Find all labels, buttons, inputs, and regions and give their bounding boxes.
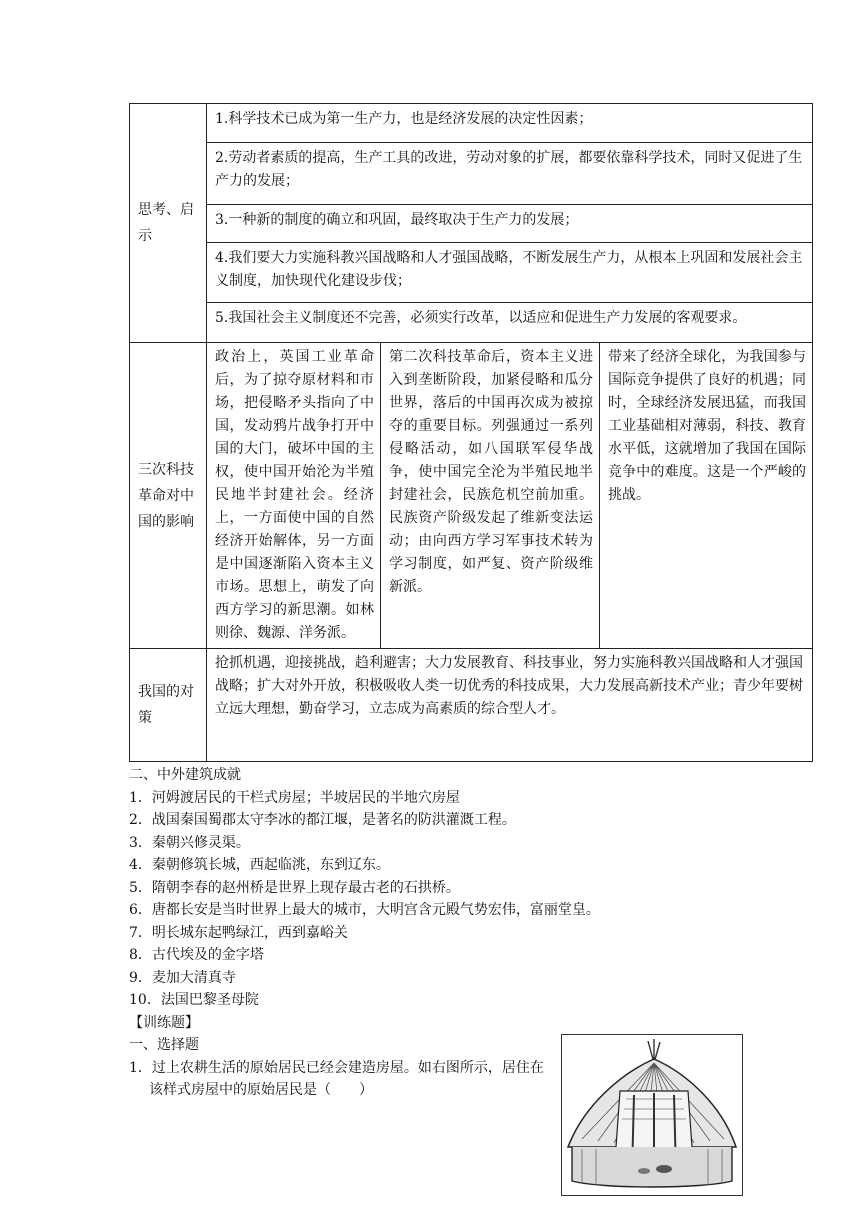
- think-content: [207, 104, 813, 343]
- countermeasure-label: 我国的对策: [130, 649, 207, 762]
- summary-table: [129, 103, 813, 762]
- think-item-5: 5.我国社会主义制度还不完善，必须实行改革，以适应和促进生产力发展的客观要求。: [215, 310, 747, 326]
- architecture-item-4: 4．秦朝修筑长城，西起临洮，东到辽东。: [129, 857, 390, 873]
- thatched-hut-illustration: [561, 1034, 743, 1196]
- architecture-item-5: 5．隋朝李春的赵州桥是世界上现存最古老的石拱桥。: [129, 879, 460, 896]
- architecture-item-6: 6．唐都长安是当时世界上最大的城市，大明宫含元殿气势宏伟，富丽堂皇。: [129, 902, 600, 918]
- impact-third-revolution: 带来了经济全球化，为我国参与国际竞争提供了良好的机遇；同时，全球经济发展迅猛，而我国工业基础相对薄弱，科技、教育水平低，这就增加了我国在国际竞争中的难度。这是一个严峻的挑战。: [600, 343, 813, 649]
- countermeasure-row: [130, 649, 813, 762]
- architecture-item-2: 2．战国秦国蜀郡太守李冰的都江堰，是著名的防洪灌溉工程。: [129, 812, 516, 828]
- think-item-4: 4.我们要大力实施科教兴国战略和人才强国战略，不断发展生产力，从根本上巩固和发展社会主义制度，加快现代化建设步伐；: [207, 243, 812, 303]
- architecture-item-9: 9．麦加大清真寺: [129, 969, 236, 986]
- architecture-item-3: 3．秦朝兴修灵渠。: [129, 834, 250, 851]
- impact-second-revolution: 第二次科技革命后，资本主义进入到垄断阶段，加紧侵略和瓜分世界，落后的中国再次成为被掠夺的重要目标。列强通过一系列侵略活动，如八国联军侵华战争，使中国完全沦为半殖民地半封建社会，民族危机空前加重。民族资产阶级发起了维新变法运动；由向西方学习军事技术转为学习制度，如严复、资产阶级维新派。: [381, 343, 600, 649]
- architecture-item-8: 8．古代埃及的金字塔: [129, 947, 264, 963]
- architecture-item-7: 7．明长城东起鸭绿江，西到嘉峪关: [129, 924, 348, 941]
- question-1: 1．过上农耕生活的原始居民已经会建造房屋。如右图所示，居住在该样式房屋中的原始居民是（ ）: [129, 1059, 544, 1098]
- think-item-1: 1.科学技术已成为第一生产力，也是经济发展的决定性因素；: [207, 104, 812, 143]
- think-row: [130, 104, 813, 343]
- think-item-3: 3.一种新的制度的确立和巩固，最终取决于生产力的发展；: [207, 205, 812, 243]
- impact-row: [130, 343, 813, 649]
- architecture-heading: 二、中外建筑成就: [129, 767, 241, 783]
- choice-heading: 一、选择题: [129, 1037, 199, 1053]
- impact-label: 三次科技革命对中国的影响: [130, 343, 207, 649]
- think-item-2: 2.劳动者素质的提高，生产工具的改进，劳动对象的扩展，都要依靠科学技术，同时又促进了生产力的发展；: [207, 143, 812, 205]
- countermeasure-text: 抢抓机遇，迎接挑战，趋利避害；大力发展教育、科技事业，努力实施科教兴国战略和人才强国战略；扩大对外开放，积极吸收人类一切优秀的科技成果，大力发展高新技术产业；青少年要树立远大理想，勤奋学习，立志成为高素质的综合型人才。: [207, 649, 813, 762]
- architecture-item-10: 10．法国巴黎圣母院: [129, 992, 259, 1008]
- architecture-item-1: 1．河姆渡居民的干栏式房屋；半坡居民的半地穴房屋: [129, 789, 460, 806]
- impact-first-revolution: 政治上，英国工业革命后，为了掠夺原材料和市场，把侵略矛头指向了中国，发动鸦片战争打开中国的大门，破坏中国的主权，使中国开始沦为半殖民地半封建社会。经济上，一方面使中国的自然经济开始解体，另一方面是中国逐渐陷入资本主义市场。思想上，萌发了向西方学习的新思潮。如林则徐、魏源、洋务派。: [207, 343, 381, 649]
- think-label: 思考、启示: [130, 104, 207, 343]
- practice-heading: 【训练题】: [129, 1014, 199, 1031]
